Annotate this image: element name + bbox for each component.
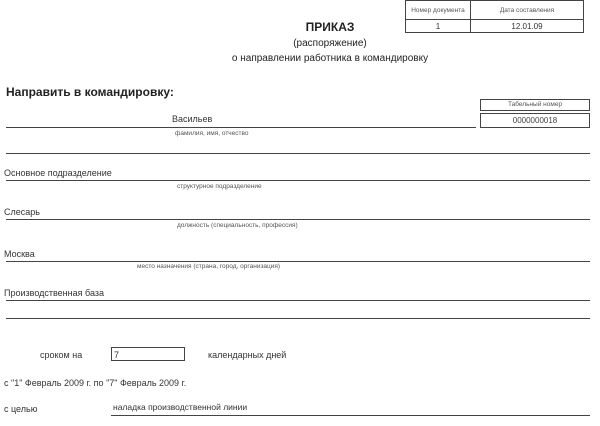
document-number-value: 1 [406,20,471,33]
tab-number-label: Табельный номер [480,99,590,111]
department-caption: структурное подразделение [177,183,262,190]
destination-line [6,261,590,262]
organization-line-2 [6,318,590,319]
period-text: с "1" Февраль 2009 г. по "7" Февраль 2009 г. [4,378,187,388]
order-subtitle: (распоряжение) [293,38,367,49]
employee-name: Васильев [172,114,213,124]
purpose-value: наладка производственной линии [113,402,248,412]
term-days-field: 7 [111,347,185,361]
order-title: ПРИКАЗ [305,20,355,34]
purpose-label: с целью [4,404,38,414]
document-date-value: 12.01.09 [471,20,584,33]
destination-value: Москва [4,249,35,259]
position-caption: должность (специальность, профессия) [177,222,298,229]
order-subject: о направлении работника в командировку [231,53,429,64]
section-heading: Направить в командировку: [6,85,174,99]
organization-value: Производственная база [4,288,104,298]
tab-number-value: 0000000018 [480,113,590,128]
position-line [6,219,590,220]
document-date-header: Дата составления [471,1,584,20]
document-number-header: Номер документа [406,1,471,20]
employee-name-caption: фамилия, имя, отчество [175,130,249,137]
organization-line [6,300,590,301]
separator-line [6,153,590,154]
term-label: сроком на [40,350,83,360]
term-unit: календарных дней [208,350,287,360]
purpose-line [111,415,590,416]
department-value: Основное подразделение [4,168,112,178]
destination-caption: место назначения (страна, город, организация) [137,263,281,270]
position-value: Слесарь [4,207,40,217]
department-line [6,180,590,181]
employee-name-line [6,127,476,128]
